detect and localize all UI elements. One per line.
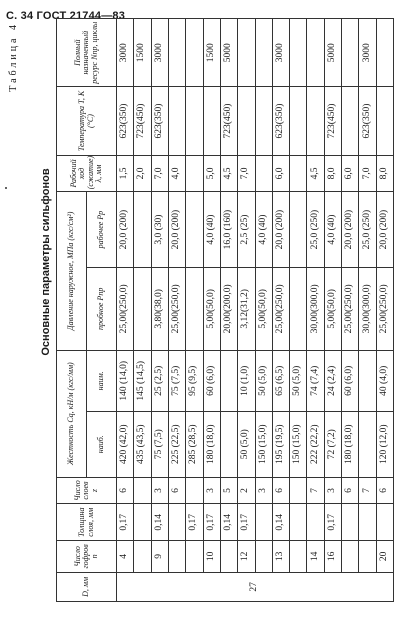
- cell: [342, 504, 359, 541]
- cell: 0,17: [117, 504, 134, 541]
- cell: [290, 19, 307, 87]
- cell: 623(350): [117, 87, 134, 155]
- cell: 435 (43,5): [134, 411, 151, 477]
- header-stroke: Рабочий ход (сжатие) λ, мм: [57, 155, 117, 192]
- cell: 5,00(50,0): [203, 267, 220, 350]
- cell: [186, 541, 203, 573]
- header-stiffness: Жесткость Cq, кН/м (кгс/мм): [57, 350, 87, 477]
- cell: 6: [342, 477, 359, 504]
- cell: 24 (2,4): [324, 350, 341, 411]
- cell: [359, 541, 376, 573]
- cell: [255, 155, 272, 192]
- cell: 4: [117, 541, 134, 573]
- cell: 7,0: [151, 155, 168, 192]
- cell: 8,0: [324, 155, 341, 192]
- cell: [134, 477, 151, 504]
- cell: 74 (7,4): [307, 350, 324, 411]
- cell: [376, 19, 393, 87]
- cell: 3000: [359, 19, 376, 87]
- cell: 60 (6,0): [342, 350, 359, 411]
- cell: 195 (19,5): [272, 411, 289, 477]
- cell: [238, 19, 255, 87]
- cell: 0,17: [324, 504, 341, 541]
- header-pressure: Давление наружное, МПа (кгс/см²): [57, 192, 87, 351]
- cell: [220, 350, 237, 411]
- cell: 0,17: [203, 504, 220, 541]
- cell: 2,5 (25): [238, 192, 255, 268]
- cell: [186, 155, 203, 192]
- cell: 4,0 (40): [255, 192, 272, 268]
- cell: [134, 267, 151, 350]
- header-temp: Температура T, К (°С): [57, 87, 117, 155]
- cell: 3000: [151, 19, 168, 87]
- cell: [359, 350, 376, 411]
- table-row: [307, 19, 324, 602]
- cell: 5000: [324, 19, 341, 87]
- table-label: Таблица 4: [8, 22, 19, 92]
- cell: 20,0 (200): [117, 192, 134, 268]
- cell: 150 (15,0): [255, 411, 272, 477]
- cell: 25,0 (250): [359, 192, 376, 268]
- cell: 12: [238, 541, 255, 573]
- header-p-test: пробное Pпр: [87, 267, 117, 350]
- cell: 140 (14,0): [117, 350, 134, 411]
- table-row: [238, 19, 255, 602]
- cell: 50 (5,0): [238, 411, 255, 477]
- cell: 25 (2,5): [151, 350, 168, 411]
- cell: 180 (18,0): [203, 411, 220, 477]
- cell: 16: [324, 541, 341, 573]
- cell: 5000: [220, 19, 237, 87]
- cell: [186, 267, 203, 350]
- cell: 3,80(38,0): [151, 267, 168, 350]
- cell: 723(450): [134, 87, 151, 155]
- cell: [376, 504, 393, 541]
- cell: [290, 504, 307, 541]
- header-stiff-min: наим.: [87, 350, 117, 411]
- cell: 25,00(250,0): [117, 267, 134, 350]
- cell: 3,0 (30): [151, 192, 168, 268]
- cell: 5,0: [203, 155, 220, 192]
- header-d: D, мм: [57, 572, 117, 601]
- cell: 50 (5,0): [255, 350, 272, 411]
- table-row: [151, 19, 168, 602]
- table-row: [117, 19, 134, 602]
- cell: 5,00(50,0): [324, 267, 341, 350]
- cell: 723(450): [324, 87, 341, 155]
- cell: [203, 87, 220, 155]
- cell: 4,5: [220, 155, 237, 192]
- cell: [255, 504, 272, 541]
- cell: [342, 19, 359, 87]
- cell: 75 (7,5): [168, 350, 185, 411]
- cell: 40 (4,0): [376, 350, 393, 411]
- cell: [342, 541, 359, 573]
- cell: 145 (14,5): [134, 350, 151, 411]
- header-s: Толщина слоя, мм: [57, 504, 117, 541]
- cell: 16,0 (160): [220, 192, 237, 268]
- cell: 120 (12,0): [376, 411, 393, 477]
- cell: 20,00(200,0): [220, 267, 237, 350]
- table-row: [220, 19, 237, 602]
- cell: 180 (18,0): [342, 411, 359, 477]
- cell: 6,0: [342, 155, 359, 192]
- header-life: Полный назначенный ресурс Nпр, циклы: [57, 19, 117, 87]
- cell: 0,17: [186, 504, 203, 541]
- cell: 6: [376, 477, 393, 504]
- cell: 95 (9,5): [186, 350, 203, 411]
- cell: 623(350): [359, 87, 376, 155]
- cell: 20,0 (200): [376, 192, 393, 268]
- cell: 30,00(300,0): [307, 267, 324, 350]
- cell: 3000: [272, 19, 289, 87]
- cell: [376, 87, 393, 155]
- cell: 0,17: [238, 504, 255, 541]
- table-row: [376, 19, 393, 602]
- cell: 3: [151, 477, 168, 504]
- header-stiff-max: наиб.: [87, 411, 117, 477]
- cell: [186, 87, 203, 155]
- cell: 623(350): [151, 87, 168, 155]
- cell: [290, 192, 307, 268]
- cell: [290, 541, 307, 573]
- cell: 222 (22,2): [307, 411, 324, 477]
- cell: [134, 504, 151, 541]
- cell: 9: [151, 541, 168, 573]
- table-row: [272, 19, 289, 602]
- cell: 20,0 (200): [342, 192, 359, 268]
- cell: [255, 87, 272, 155]
- cell: 5,00(50,0): [255, 267, 272, 350]
- cell-d: 27: [117, 572, 394, 601]
- cell: 420 (42,0): [117, 411, 134, 477]
- cell: 25,00(250,0): [342, 267, 359, 350]
- cell: 150 (15,0): [290, 411, 307, 477]
- cell: 20: [376, 541, 393, 573]
- header-n: Число гофров n: [57, 541, 117, 573]
- cell: [168, 504, 185, 541]
- cell: [186, 19, 203, 87]
- table-row: [255, 19, 272, 602]
- table-row: [134, 19, 151, 602]
- cell: 7,0: [238, 155, 255, 192]
- cell: 0,14: [151, 504, 168, 541]
- cell: 10: [203, 541, 220, 573]
- cell: 30,00(300,0): [359, 267, 376, 350]
- cell: 4,0: [168, 155, 185, 192]
- cell: [290, 155, 307, 192]
- cell: [168, 19, 185, 87]
- cell: [359, 504, 376, 541]
- cell: [168, 541, 185, 573]
- table-row: [359, 19, 376, 602]
- cell: 2: [238, 477, 255, 504]
- cell: [307, 87, 324, 155]
- cell: 50 (5,0): [290, 350, 307, 411]
- cell: [255, 19, 272, 87]
- table-row: [203, 19, 220, 602]
- cell: [342, 87, 359, 155]
- cell: [307, 19, 324, 87]
- cell: 6: [117, 477, 134, 504]
- cell: 4,5: [307, 155, 324, 192]
- cell: 10 (1,0): [238, 350, 255, 411]
- cell: 3,12(31,2): [238, 267, 255, 350]
- table-row: [290, 19, 307, 602]
- cell: 3: [255, 477, 272, 504]
- cell: 1500: [134, 19, 151, 87]
- page-header: С. 34 ГОСТ 21744—83: [6, 10, 126, 22]
- cell: [307, 504, 324, 541]
- cell: 25,00(250,0): [272, 267, 289, 350]
- cell: [359, 411, 376, 477]
- cell: 4,0 (40): [324, 192, 341, 268]
- cell: [255, 541, 272, 573]
- cell: [134, 192, 151, 268]
- header-z: Число слоев z: [57, 477, 117, 504]
- cell: 25,0 (250): [307, 192, 324, 268]
- cell: 7: [307, 477, 324, 504]
- cell: 3: [203, 477, 220, 504]
- table-row: [324, 19, 341, 602]
- cell: 65 (6,5): [272, 350, 289, 411]
- cell: [290, 87, 307, 155]
- cell: [290, 477, 307, 504]
- cell: [220, 541, 237, 573]
- cell: [238, 87, 255, 155]
- table-title: Основные параметры сильфонов: [40, 168, 52, 356]
- cell: [186, 477, 203, 504]
- cell: [290, 267, 307, 350]
- cell: 72 (7,2): [324, 411, 341, 477]
- cell: 20,0 (200): [272, 192, 289, 268]
- cell: 6,0: [272, 155, 289, 192]
- cell: [220, 411, 237, 477]
- cell: 5: [220, 477, 237, 504]
- table-row: [186, 19, 203, 602]
- rotated-page: [0, 16, 414, 612]
- parameters-table: [56, 18, 394, 602]
- table-row: [342, 19, 359, 602]
- cell: 20,0 (200): [168, 192, 185, 268]
- cell: 25,00(250,0): [168, 267, 185, 350]
- cell: 8,0: [376, 155, 393, 192]
- cell: 3000: [117, 19, 134, 87]
- cell: 7: [359, 477, 376, 504]
- table-row: [168, 19, 185, 602]
- cell: [186, 192, 203, 268]
- cell: 14: [307, 541, 324, 573]
- cell: 25,00(250,0): [376, 267, 393, 350]
- cell: 2,0: [134, 155, 151, 192]
- cell: 3: [324, 477, 341, 504]
- cell: 1,5: [117, 155, 134, 192]
- cell: 60 (6,0): [203, 350, 220, 411]
- cell: [134, 541, 151, 573]
- cell: 285 (28,5): [186, 411, 203, 477]
- cell: 723(450): [220, 87, 237, 155]
- cell: 4,0 (40): [203, 192, 220, 268]
- cell: 225 (22,5): [168, 411, 185, 477]
- cell: 6: [272, 477, 289, 504]
- cell: 75 (7,5): [151, 411, 168, 477]
- cell: 13: [272, 541, 289, 573]
- cell: 7,0: [359, 155, 376, 192]
- cell: [168, 87, 185, 155]
- header-p-work: рабочее Pр: [87, 192, 117, 268]
- cell: 1500: [203, 19, 220, 87]
- cell: 0,14: [272, 504, 289, 541]
- cell: 0,14: [220, 504, 237, 541]
- cell: 623(350): [272, 87, 289, 155]
- cell: 6: [168, 477, 185, 504]
